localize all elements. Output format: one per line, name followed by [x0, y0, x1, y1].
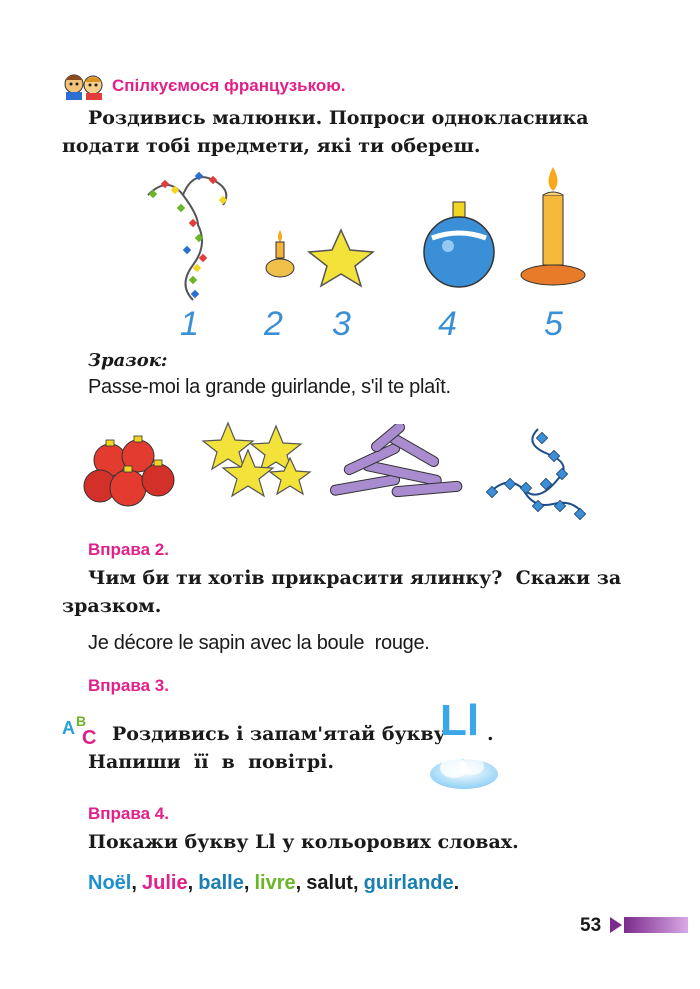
ball-ornament-icon [418, 200, 500, 290]
exercise-2-line-2: зразком. [62, 595, 162, 617]
instruction-line-2: подати тобі предмети, які ти обереш. [62, 135, 481, 157]
exercise-4-title: Вправа 4. [88, 804, 169, 823]
exercise-3-line-1: Роздивись і запам'ятай букву [112, 723, 446, 745]
word-separator: , [352, 872, 359, 894]
word-end: . [453, 872, 460, 894]
page-arrow-icon [608, 914, 688, 936]
exercise-2-example: Je décore le sapin avec la boule rouge. [88, 632, 430, 654]
number-5: 5 [544, 305, 563, 343]
exercise-3-period: . [487, 723, 494, 745]
small-candle-icon [262, 228, 298, 280]
red-balls-icon [82, 432, 182, 512]
word-separator: , [131, 872, 137, 894]
exercise-2-line-1: Чим би ти хотів прикрасити ялинку? Скажи за [88, 567, 622, 589]
section-title: Спілкуємося французькою. [112, 76, 346, 95]
word-livre: livre [254, 872, 296, 894]
number-4: 4 [438, 305, 457, 343]
svg-text:A: A [62, 718, 75, 738]
instruction-line-1: Роздивись малюнки. Попроси однокласника [88, 107, 589, 129]
garland-icon [138, 165, 238, 305]
word-salut: salut [306, 872, 353, 894]
sample-label: Зразок: [88, 350, 168, 371]
number-1: 1 [180, 305, 199, 343]
exercise-4-line-1: Покажи букву Ll у кольорових словах. [88, 831, 519, 853]
word-separator: , [295, 872, 302, 894]
sample-text: Passe-moi la grande guirlande, s'il te plaît. [88, 376, 451, 398]
word-separator: , [187, 872, 194, 894]
candle-icon [518, 165, 588, 290]
exercise-3-title: Вправа 3. [88, 676, 169, 695]
yellow-stars-icon [198, 418, 313, 503]
star-icon [306, 228, 376, 288]
kids-icon [62, 70, 106, 100]
number-2: 2 [264, 305, 283, 343]
word-separator: , [243, 872, 250, 894]
exercise-3-line-2: Напиши її в повітрі. [88, 751, 334, 773]
blue-garland-icon [478, 424, 593, 524]
number-3: 3 [332, 305, 351, 343]
word-guirlande: guirlande [363, 872, 454, 894]
cloud-icon [426, 752, 502, 792]
abc-icon [62, 712, 108, 748]
page-number: 53 [580, 915, 602, 936]
colored-words [88, 872, 459, 895]
svg-text:B: B [76, 713, 87, 729]
purple-streamers-icon [322, 424, 467, 509]
word-julie: Julie [142, 872, 188, 894]
word-noel: Noël [88, 872, 132, 894]
svg-text:C: C [82, 727, 97, 748]
letter-ll: Ll [440, 696, 480, 745]
exercise-2-title: Вправа 2. [88, 540, 169, 559]
word-balle: balle [198, 872, 244, 894]
